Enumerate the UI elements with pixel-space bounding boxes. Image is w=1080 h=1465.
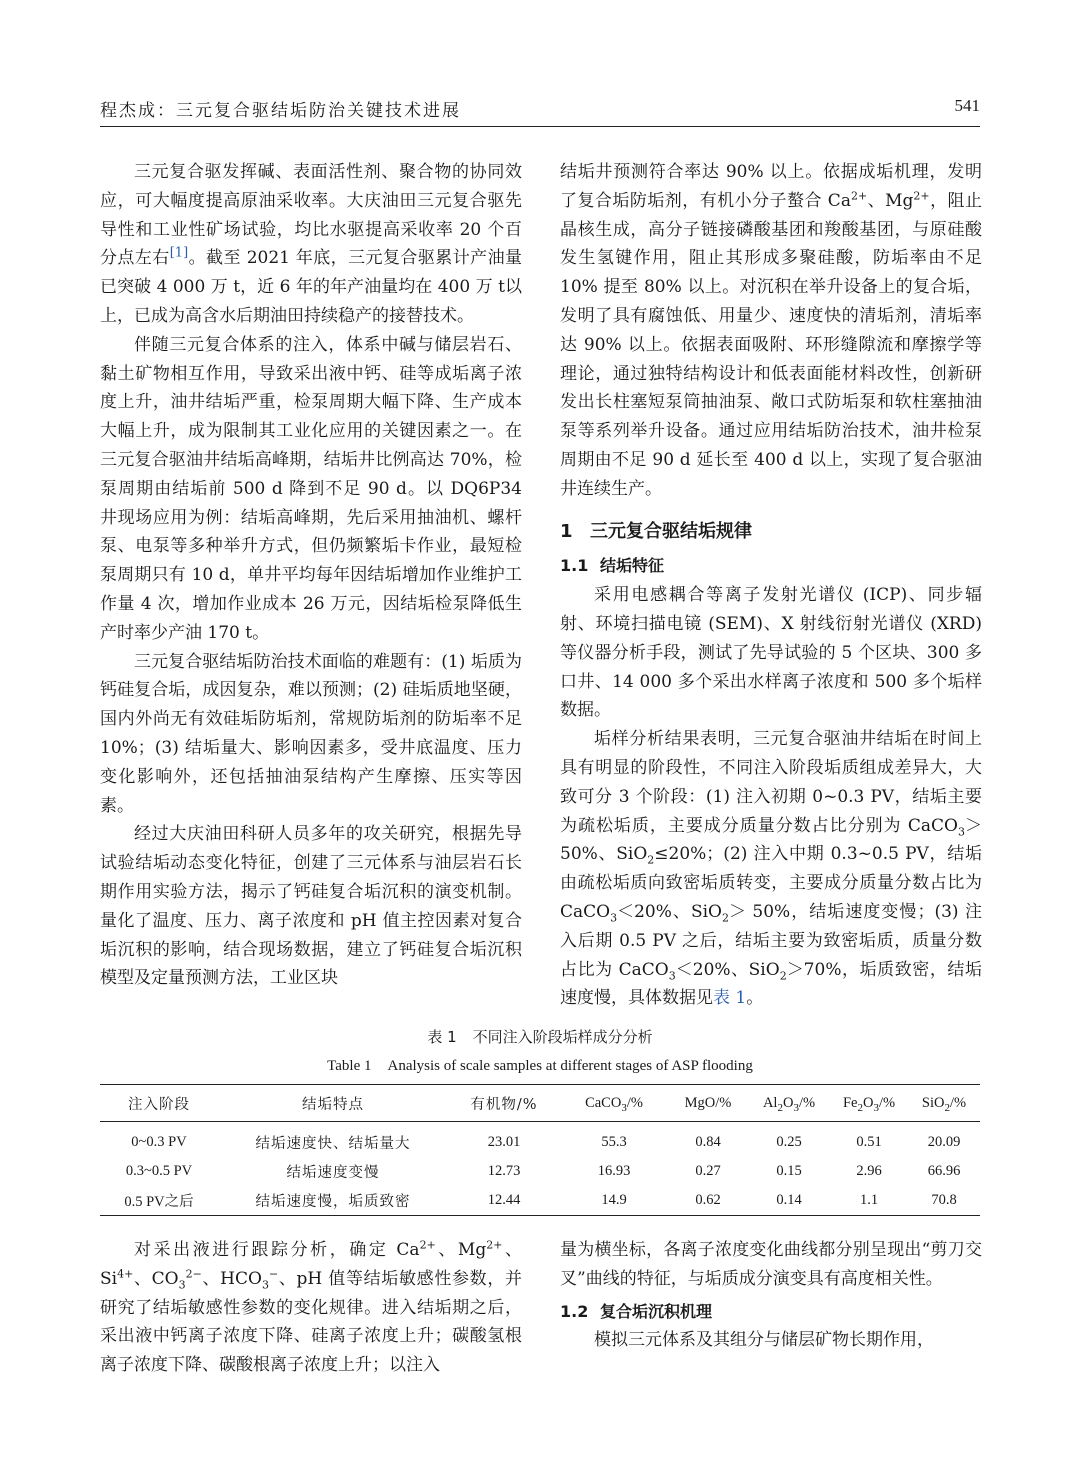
cell-organic: 23.01 — [487, 1134, 521, 1150]
citation-link[interactable]: [1] — [169, 245, 189, 261]
cell-mgo: 0.62 — [695, 1192, 721, 1208]
cell-mgo: 0.84 — [695, 1134, 721, 1150]
table-row — [100, 1186, 980, 1216]
paragraph-intro: 三元复合驱发挥碱、表面活性剂、聚合物的协同效应，可大幅度提高原油采收率。大庆油田三元复合驱先导性和工业性矿场试验，均比水驱提高采收率 20 个百分点左右[1]。截至 2021 年底，三元复合驱累计产油量已突破 4 000 万 t，近 6 年的年产油量均在 400 万 t以上，已成为高含水后期油田持续稳产的接替技术。 — [100, 162, 522, 326]
cell-caco3: 16.93 — [597, 1163, 631, 1179]
page-number: 541 — [954, 96, 980, 115]
cell-caco3: 14.9 — [601, 1192, 627, 1208]
col-header-organic: 有机物/% — [470, 1096, 538, 1113]
cell-al2o3: 0.25 — [776, 1134, 802, 1150]
table-row — [100, 1157, 980, 1186]
section-heading-1-2: 1.2 复合垢沉积机理 — [560, 1301, 713, 1321]
cell-fe2o3: 0.51 — [856, 1134, 882, 1150]
cell-fe2o3: 1.1 — [859, 1192, 879, 1208]
table-header-row — [100, 1085, 980, 1122]
paragraph-results: 结垢井预测符合率达 90% 以上。依据成垢机理，发明了复合垢防垢剂，有机小分子螯合 $Ca^{2+}$、$Mg^{2+}$，阻止晶核生成，高分子链接磷酸基团和羧酸基团，与原硅酸发生氢键作用，阻止其形成多聚硅酸，防垢率由不足 10% 提至 80% 以上。对沉积在举升设备上的复合垢，发明了具有腐蚀低、用量少、速度快的清垢剂，清垢率达 90% 以上。依据表面吸附、环形缝隙流和摩擦学等理论，通过独特结构设计和低表面能材料改性，创新研发出长柱塞短泵筒抽油泵、敞口式防垢泵和软柱塞抽油泵等系列举升设备。通过应用结垢防治技术，油井检泵周期由不足 90 d 延长至 400 d 以上，实现了复合驱油井连续生产。 — [560, 162, 982, 499]
cell-sio2: 66.96 — [927, 1163, 961, 1179]
col-header-caco3: CaCO$_3$/% — [585, 1094, 643, 1114]
cell-feature: 结垢速度快、结垢量大 — [255, 1136, 411, 1152]
left-column-top — [100, 158, 522, 993]
section-heading-1: 1 三元复合驱结垢规律 — [560, 520, 752, 542]
cell-feature: 结垢速度慢，垢质致密 — [255, 1194, 411, 1210]
col-header-fe2o3: $Fe_2O_3/\%$ — [842, 1094, 896, 1114]
left-column-bottom — [100, 1236, 522, 1380]
paragraph-tracking: 对采出液进行跟踪分析，确定 $Ca^{2+}$、$Mg^{2+}$、$Si^{4+}$、$CO_3^{2-}$、$HCO_3^-$、pH 值等结垢敏感性参数，并研究了结垢敏感性参数的变化规律。进入结垢期之后，采出液中钙离子浓度下降、硅离子浓度上升；碳酸氢根离子浓度下降、碳酸根离子浓度上升；以注入 — [100, 1238, 523, 1376]
paragraph-research: 经过大庆油田科研人员多年的攻关研究，根据先导试验结垢动态变化特征，创建了三元体系与油层岩石长期作用实验方法，揭示了钙硅复合垢沉积的演变机制。量化了温度、压力、离子浓度和 pH 值主控因素对复合垢沉积的影响，结合现场数据，建立了钙硅复合垢沉积模型及定量预测方法，工业区块 — [100, 824, 522, 989]
col-header-stage: 注入阶段 — [128, 1096, 190, 1113]
running-title: 程杰成：三元复合驱结垢防治关键技术进展 — [100, 101, 461, 121]
cell-sio2: 70.8 — [931, 1192, 957, 1208]
cell-stage: 0.3~0.5 PV — [125, 1163, 193, 1179]
table-row — [100, 1122, 980, 1158]
col-header-feature: 结垢特点 — [302, 1096, 364, 1113]
paragraph-scaling-problem: 伴随三元复合体系的注入，体系中碱与储层岩石、黏土矿物相互作用，导致采出液中钙、硅等成垢离子浓度上升，油井结垢严重，检泵周期大幅下降、生产成本大幅上升，成为限制其工业化应用的关键因素之一。在三元复合驱油井结垢高峰期，结垢井比例高达 70%，检泵周期由结垢前 500 d 降到不足 90 d。以 DQ6P34 井现场应用为例：结垢高峰期，先后采用抽油机、螺杆泵、电泵等多种举升方式，但仍频繁垢卡作业，最短检泵周期只有 10 d，单井平均每年因结垢增加作业维护工作量 4 次，增加作业成本 26 万元，因结垢检泵降低生产时率少产油 170 t。 — [100, 334, 522, 643]
table-caption-en: Table 1 Analysis of scale samples at different stages of ASP flooding — [327, 1058, 753, 1074]
cell-organic: 12.73 — [487, 1163, 521, 1179]
right-column-top — [560, 158, 982, 1013]
table-caption-cn: 表 1 不同注入阶段垢样成分分析 — [427, 1028, 653, 1046]
paragraph-challenges: 三元复合驱结垢防治技术面临的难题有：(1) 垢质为钙硅复合垢，成因复杂，难以预测；(2) 硅垢质地坚硬，国内外尚无有效硅垢防垢剂，常规防垢剂的防垢率不足 10%；(3) 结垢量大、影响因素多，受井底温度、压力变化影响外，还包括抽油泵结构产生摩擦、压实等因素。 — [100, 651, 522, 816]
cell-sio2: 20.09 — [927, 1134, 961, 1150]
running-header — [100, 96, 980, 127]
section-heading-1-1: 1.1 结垢特征 — [560, 556, 665, 576]
paragraph-methods: 采用电感耦合等离子发射光谱仪 (ICP)、同步辐射、环境扫描电镜 (SEM)、X 射线衍射光谱仪 (XRD) 等仪器分析手段，测试了先导试验的 5 个区块、300 多口井、14 000 多个采出水样离子浓度和 500 多个垢样数据。 — [560, 585, 982, 721]
col-header-mgo: MgO/% — [684, 1094, 732, 1111]
col-header-al2o3: $Al_2O_3/\%$ — [762, 1094, 816, 1114]
cell-al2o3: 0.15 — [776, 1163, 802, 1179]
table-1-link[interactable]: 表 1 — [713, 988, 747, 1009]
paragraph-stages: 垢样分析结果表明，三元复合驱油井结垢在时间上具有明显的阶段性，不同注入阶段垢质组成差异大，大致可分 3 个阶段：(1) 注入初期 0~0.3 PV，结垢主要为疏松垢质，主要成分质量分数占比分别为 CaCO$_3$＞50%、SiO$_2$≤20%；(2) 注入中期 0.3~0.5 PV，结垢由疏松垢质向致密垢质转变，主要成分质量分数占比为 CaCO$_3$＜20%、SiO$_2$＞ 50%，结垢速度变慢；(3) 注入后期 0.5 PV 之后，结垢主要为致密垢质，质量分数占比为 CaCO$_3$＜20%、SiO$_2$＞70%，垢质致密，结垢速度慢，具体数据见表 1。 — [560, 729, 982, 1009]
cell-stage: 0~0.3 PV — [131, 1134, 187, 1150]
paragraph-scissors: 量为横坐标，各离子浓度变化曲线都分别呈现出“剪刀交叉”曲线的特征，与垢质成分演变具有高度相关性。 — [560, 1240, 982, 1289]
cell-mgo: 0.27 — [695, 1163, 721, 1179]
cell-al2o3: 0.14 — [776, 1192, 802, 1208]
cell-organic: 12.44 — [487, 1192, 521, 1208]
cell-fe2o3: 2.96 — [856, 1163, 882, 1179]
right-column-bottom — [560, 1236, 982, 1355]
paragraph-mechanism: 模拟三元体系及其组分与储层矿物长期作用， — [594, 1330, 934, 1351]
cell-stage: 0.5 PV之后 — [124, 1194, 194, 1210]
cell-caco3: 55.3 — [601, 1134, 627, 1150]
cell-feature: 结垢速度变慢 — [286, 1165, 380, 1181]
col-header-sio2: SiO$_2$/% — [921, 1094, 967, 1114]
scale-analysis-table — [100, 1084, 980, 1216]
